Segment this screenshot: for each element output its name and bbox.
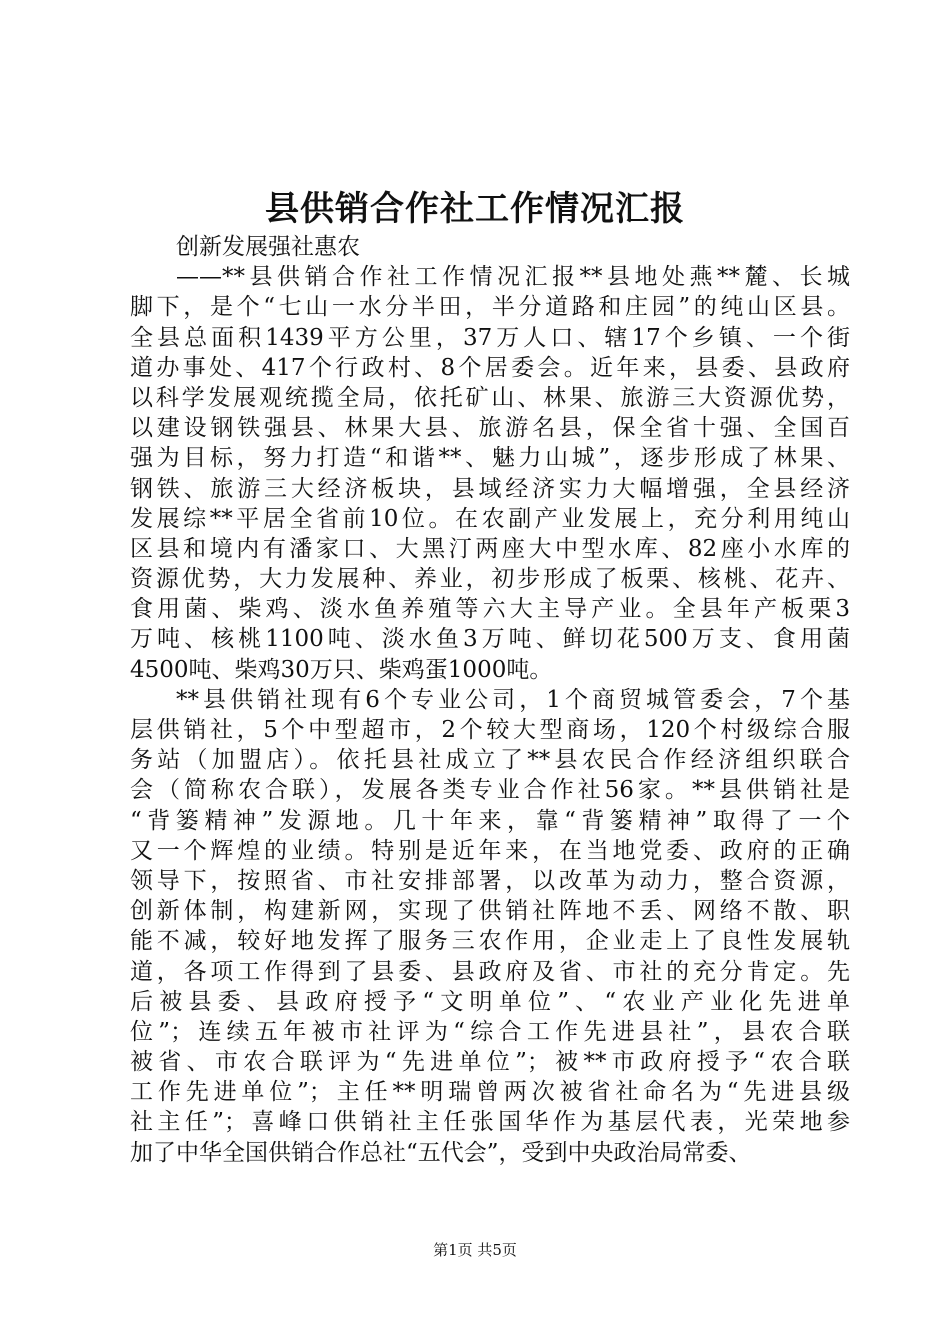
paragraph-line: 脚下，是个“七山一水分半田，半分道路和庄园”的纯山区县。 <box>130 294 850 321</box>
paragraph-2 <box>130 685 850 1168</box>
paragraph-line: 务站（加盟店）。依托县社成立了**县农民合作经济组织联合 <box>130 747 850 774</box>
paragraph-line: “背篓精神”发源地。几十年来，靠“背篓精神”取得了一个 <box>130 807 850 834</box>
paragraph-line: 位”；连续五年被市社评为“综合工作先进县社”，县农合联 <box>130 1018 850 1045</box>
paragraph-line: 领导下，按照省、市社安排部署，以改革为动力，整合资源， <box>130 867 850 894</box>
paragraph-line: 创新体制，构建新网，实现了供销社阵地不丢、网络不散、职 <box>130 898 850 925</box>
paragraph-line: 社主任”；喜峰口供销社主任张国华作为基层代表，光荣地参 <box>130 1109 850 1136</box>
paragraph-line: 万吨、核桃1100吨、淡水鱼3万吨、鲜切花500万支、食用菌 <box>130 626 850 653</box>
paragraph-line: 以建设钢铁强县、林果大县、旅游名县，保全省十强、全国百 <box>130 415 850 442</box>
document-subtitle: 创新发展强社惠农 <box>176 234 360 260</box>
paragraph-1 <box>130 262 850 685</box>
paragraph-line: 加了中华全国供销合作总社“五代会”，受到中央政治局常委、 <box>130 1139 752 1166</box>
paragraph-line: 强为目标，努力打造“和谐**、魅力山城”，逐步形成了林果、 <box>130 445 850 472</box>
paragraph-line: 钢铁、旅游三大经济板块，县域经济实力大幅增强，全县经济 <box>130 475 850 502</box>
document-title: 县供销合作社工作情况汇报 <box>265 189 685 229</box>
paragraph-line: 后被县委、县政府授予“文明单位”、“农业产业化先进单 <box>130 988 850 1015</box>
paragraph-line: 以科学发展观统揽全局，依托矿山、林果、旅游三大资源优势， <box>130 384 850 411</box>
paragraph-line: 道办事处、417个行政村、8个居委会。近年来，县委、县政府 <box>130 354 850 381</box>
paragraph-line: 道，各项工作得到了县委、县政府及省、市社的充分肯定。先 <box>130 958 850 985</box>
document-body <box>130 232 850 1168</box>
paragraph-line: 食用菌、柴鸡、淡水鱼养殖等六大主导产业。全县年产板栗3 <box>130 596 850 623</box>
paragraph-line: 层供销社，5个中型超市，2个较大型商场，120个村级综合服 <box>130 717 850 743</box>
paragraph-line: **县供销社现有6个专业公司，1个商贸城管委会，7个基 <box>176 686 850 713</box>
paragraph-line: 发展综**平居全省前10位。在农副产业发展上，充分利用纯山 <box>130 505 850 532</box>
paragraph-line: 全县总面积1439平方公里，37万人口、辖17个乡镇、一个街 <box>130 324 850 351</box>
paragraph-line: 又一个辉煌的业绩。特别是近年来，在当地党委、政府的正确 <box>130 837 850 864</box>
paragraph-line: 会（简称农合联），发展各类专业合作社56家。**县供销社是 <box>130 777 850 804</box>
paragraph-line: 资源优势，大力发展种、养业，初步形成了板栗、核桃、花卉、 <box>130 566 850 593</box>
paragraph-line: 能不减，较好地发挥了服务三农作用，企业走上了良性发展轨 <box>130 928 850 955</box>
paragraph-line: 工作先进单位”；主任**明瑞曾两次被省社命名为“先进县级 <box>130 1079 850 1106</box>
paragraph-line: 被省、市农合联评为“先进单位”；被**市政府授予“农合联 <box>130 1049 850 1076</box>
paragraph-line: 区县和境内有潘家口、大黑汀两座大中型水库、82座小水库的 <box>130 535 850 562</box>
paragraph-line: ——**县供销合作社工作情况汇报**县地处燕**麓、长城 <box>176 264 850 291</box>
page-footer: 第1页 共5页 <box>433 1241 517 1259</box>
paragraph-line: 4500吨、柴鸡30万只、柴鸡蛋1000吨。 <box>130 656 553 683</box>
